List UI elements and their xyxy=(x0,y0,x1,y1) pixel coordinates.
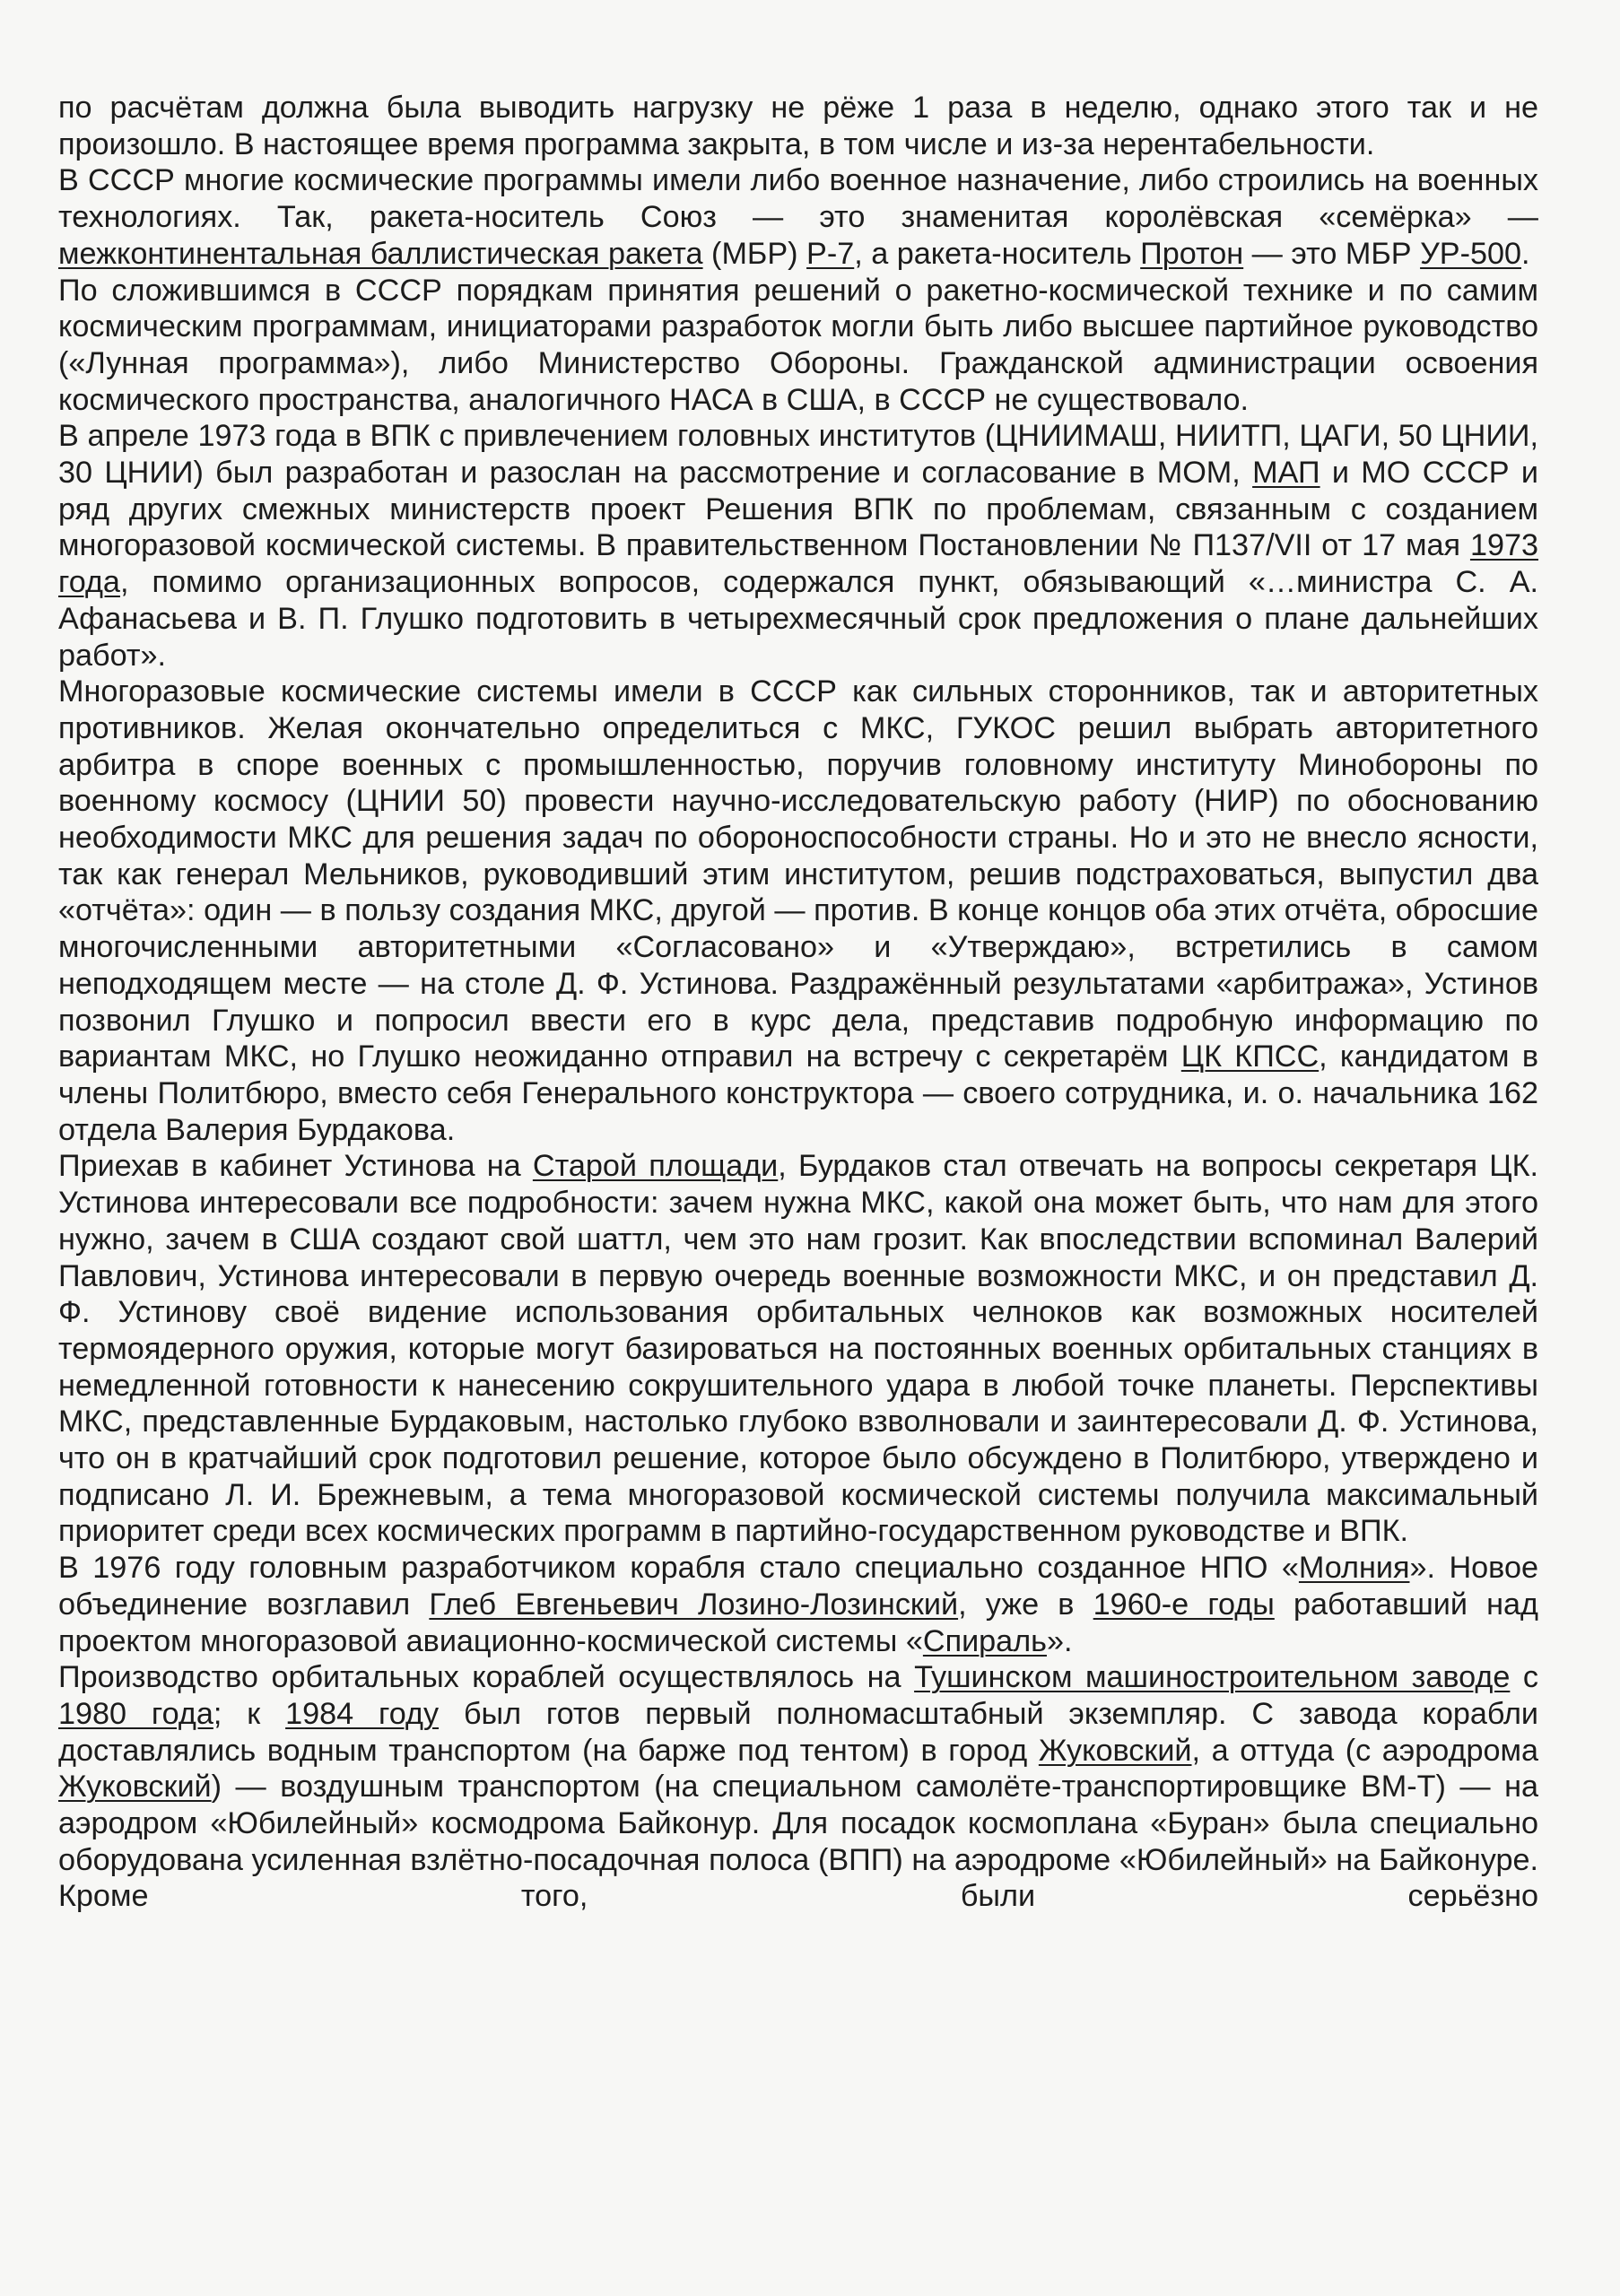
text-run: ». Новое объединение возглавил xyxy=(58,1551,1538,1622)
text-run: — это МБР xyxy=(1243,236,1421,271)
hyperlink[interactable]: Молния xyxy=(1298,1551,1410,1586)
paragraph xyxy=(58,1550,1538,1659)
text-run: и МО СССР и ряд других смежных министерств проект Решения ВПК по проблемам, связанным с созданием многоразовой космической системы. В правительственном Постановлении № П137/VII от 17 мая xyxy=(58,456,1538,563)
text-run: Производство орбитальных кораблей осуществлялось на xyxy=(58,1660,915,1695)
hyperlink[interactable]: Глеб Евгеньевич Лозино-Лозинский xyxy=(429,1587,959,1622)
paragraph xyxy=(58,273,1538,419)
hyperlink[interactable]: Тушинском машиностроительном заводе xyxy=(914,1660,1511,1695)
text-run: , а ракета-носитель xyxy=(854,236,1141,271)
paragraph xyxy=(58,418,1538,674)
hyperlink[interactable]: межконтинентальная баллистическая ракета xyxy=(58,236,703,271)
hyperlink[interactable]: 1980 года xyxy=(58,1696,213,1731)
text-run: , помимо организационных вопросов, содержался пункт, обязывающий «…министра С. А. Афанасьева и В. П. Глушко подготовить в четырехмесячный срок предложения о плане дальнейших работ». xyxy=(58,565,1538,673)
text-run: Многоразовые космические системы имели в СССР как сильных сторонников, так и авторитетных противников. Желая окончательно определиться с МКС, ГУКОС решил выбрать авторитетного арбитра в споре военных с промышленностью, поручив головному институту Минобороны по военному космосу (ЦНИИ 50) провести научно-исследовательскую работу (НИР) по обоснованию необходимости МКС для решения задач по обороноспособности страны. Но и это не внесло ясности, так как генерал Мельников, руководивший этим институтом, решив подстраховаться, выпустил два «отчёта»: один — в пользу создания МКС, другой — против. В конце концов оба этих отчёта, обросшие многочисленными авторитетными «Согласовано» и «Утверждаю», встретились в самом неподходящем месте — на столе Д. Ф. Устинова. Раздражённый результатами «арбитража», Устинов позвонил Глушко и попросил ввести его в курс дела, представив подробную информацию по вариантам МКС, но Глушко неожиданно отправил на встречу с секретарём xyxy=(58,674,1538,1074)
paragraph xyxy=(58,162,1538,272)
hyperlink[interactable]: 1973 года xyxy=(58,528,1538,600)
hyperlink[interactable]: Жуковский xyxy=(58,1770,212,1805)
text-run: По сложившимся в СССР порядкам принятия решений о ракетно-космической технике и по самим космическим программам, инициаторами разработок могли быть либо высшее партийное руководство («Лунная программа»), либо Министерство Обороны. Гражданской администрации освоения космического пространства, аналогичного НАСА в США, в СССР не существовало. xyxy=(58,273,1538,417)
text-run: В 1976 году головным разработчиком корабля стало специально созданное НПО « xyxy=(58,1551,1299,1586)
text-run: работавший над проектом многоразовой авиационно-космической системы « xyxy=(58,1587,1538,1658)
paragraph xyxy=(58,90,1538,162)
text-run: В СССР многие космические программы имели либо военное назначение, либо строились на военных технологиях. Так, ракета-носитель Союз — это знаменитая королёвская «семёрка» — xyxy=(58,163,1538,235)
text-run: по расчётам должна была выводить нагрузку не рёже 1 раза в неделю, однако этого так и не произошло. В настоящее время программа закрыта, в том числе и из-за нерентабельности. xyxy=(58,91,1538,161)
text-run: ». xyxy=(1046,1623,1073,1658)
paragraph xyxy=(58,674,1538,1148)
text-run: , кандидатом в члены Политбюро, вместо себя Генерального конструктора — своего сотрудника, и. о. начальника 162 отдела Валерия Бурдакова. xyxy=(58,1039,1538,1147)
text-run: ; к xyxy=(213,1696,286,1731)
paragraph xyxy=(58,1148,1538,1550)
text-run: (МБР) xyxy=(702,236,807,271)
hyperlink[interactable]: Протон xyxy=(1140,236,1244,271)
text-run: ) — воздушным транспортом (на специальном самолёте-транспортировщике ВМ-Т) — на аэродром «Юбилейный» космодрома Байконур. Для посадок космоплана «Буран» была специально оборудована усиленная взлётно-посадочная полоса (ВПП) на аэродроме «Юбилейный» на Байконуре. Кроме того, были серьёзно xyxy=(58,1770,1538,1914)
text-run: , уже в xyxy=(958,1587,1093,1622)
hyperlink[interactable]: Жуковский xyxy=(1038,1733,1192,1768)
text-run: , Бурдаков стал отвечать на вопросы секретаря ЦК. Устинова интересовали все подробности: зачем нужна МКС, какой она может быть, что нам для этого нужно, зачем в США создают свой шаттл, чем это нам грозит. Как впоследствии вспоминал Валерий Павлович, Устинова интересовали в первую очередь военные возможности МКС, и он представил Д. Ф. Устинову своё видение использования орбитальных челноков как возможных носителей термоядерного оружия, которые могут базироваться на постоянных военных орбитальных станциях в немедленной готовности к нанесению сокрушительного удара в любой точке планеты. Перспективы МКС, представленные Бурдаковым, настолько глубоко взволновали и заинтересовали Д. Ф. Устинова, что он в кратчайший срок подготовил решение, которое было обсуждено в Политбюро, утверждено и подписано Л. И. Брежневым, а тема многоразовой космической системы получила максимальный приоритет среди всех космических программ в партийно-государственном руководстве и ВПК. xyxy=(58,1149,1538,1549)
hyperlink[interactable]: 1984 году xyxy=(285,1696,440,1731)
hyperlink[interactable]: ЦК КПСС xyxy=(1180,1039,1320,1074)
text-run: с xyxy=(1510,1660,1539,1695)
document-page xyxy=(58,90,1538,1915)
text-run: . xyxy=(1521,236,1530,271)
text-run: Приехав в кабинет Устинова на xyxy=(58,1149,533,1184)
hyperlink[interactable]: Старой площади xyxy=(532,1149,779,1184)
hyperlink[interactable]: МАП xyxy=(1252,456,1320,491)
paragraph xyxy=(58,1659,1538,1915)
hyperlink[interactable]: 1960-е годы xyxy=(1093,1587,1275,1622)
hyperlink[interactable]: УР-500 xyxy=(1420,236,1522,271)
text-run: был готов первый полномасштабный экземпляр. С завода корабли доставлялись водным транспортом (на барже под тентом) в город xyxy=(58,1696,1538,1768)
text-run: , а оттуда (с аэродрома xyxy=(1191,1733,1539,1768)
text-run: В апреле 1973 года в ВПК с привлечением головных институтов (ЦНИИМАШ, НИИТП, ЦАГИ, 50 ЦНИИ, 30 ЦНИИ) был разработан и разослан на рассмотрение и согласование в МОМ, xyxy=(58,419,1538,491)
hyperlink[interactable]: Р-7 xyxy=(806,236,855,271)
hyperlink[interactable]: Спираль xyxy=(922,1623,1047,1658)
